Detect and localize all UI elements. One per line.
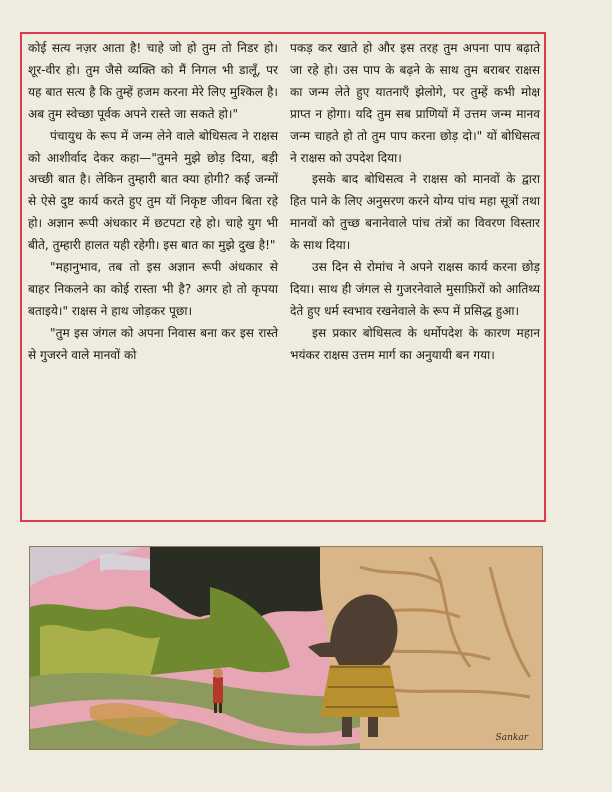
paragraph: "तुम इस जंगल को अपना निवास बना कर इस रास्ते से गुजरने वाले मानवों को [28,325,278,362]
story-column-left [28,38,278,367]
forest-scene-illustration [29,546,543,750]
story-column-right [290,38,540,367]
story-text-frame [20,32,546,522]
artist-signature: Sankar [495,733,528,743]
paragraph: पकड़ कर खाते हो और इस तरह तुम अपना पाप बढ़ाते जा रहे हो। उस पाप के बढ़ने के साथ तुम बराबर राक्षस का जन्म लेते हुए यातनाएँ झेलोगे, पर तुम्हें कभी मोक्ष प्राप्त न होगा। यदि तुम सब प्राणियों में उत्तम जन्म मानव जन्म चाहते हो तो तुम पाप करना छोड़ दो।" यों बोधिसत्व ने राक्षस को उपदेश दिया। [290,41,540,165]
paragraph: इसके बाद बोधिसत्व ने राक्षस को मानवों के द्वारा हित पाने के लिए अनुसरण करने योग्य पांच महा सूत्रों तथा मानवों को तुच्छ बनानेवाले पांच तंत्रों का विवरण विस्तार के साथ दिया। [290,172,540,253]
paragraph: "महानुभाव, तब तो इस अज्ञान रूपी अंधकार से बाहर निकलने का कोई रास्ता भी है? अगर हो तो कृपया बताइये।" राक्षस ने हाथ जोड़कर पूछा। [28,260,278,318]
paragraph: पंचायुध के रूप में जन्म लेने वाले बोधिसत्व ने राक्षस को आशीर्वाद देकर कहा—"तुमने मुझे छोड़ दिया, बड़ी अच्छी बात है। लेकिन तुम्हारी बात क्या होगी? कई जन्मों से ऐसे दुष्ट कार्य करते हुए तुम यों निकृष्ट जीवन बिता रहे हो। अज्ञान रूपी अंधकार में छटपटा रहे हो। चाहे युग भी बीते, तुम्हारी हालत यही रहेगी। इस बात का मुझे दुख है!" [28,128,278,253]
forest-scene-art [30,547,542,749]
paragraph: इस प्रकार बोधिसत्व के धर्मोपदेश के कारण महान भयंकर राक्षस उत्तम मार्ग का अनुयायी बन गया। [290,325,540,362]
paragraph: कोई सत्य नज़र आता है! चाहे जो हो तुम तो निडर हो। शूर-वीर हो। तुम जैसे व्यक्ति को मैं निगल भी डालूँ, पर यह बात सत्य है कि तुम्हें हजम करना मेरे लिए मुश्किल है। अब तुम स्वेच्छा पूर्वक अपने रास्ते जा सकते हो।" [28,41,278,121]
paragraph: उस दिन से रोमांच ने अपने राक्षस कार्य करना छोड़ दिया। साथ ही जंगल से गुजरनेवाले मुसाफ़िरों को आतिथ्य देते हुए धर्म स्वभाव रखनेवाले के रूप में प्रसिद्ध हुआ। [290,260,540,318]
